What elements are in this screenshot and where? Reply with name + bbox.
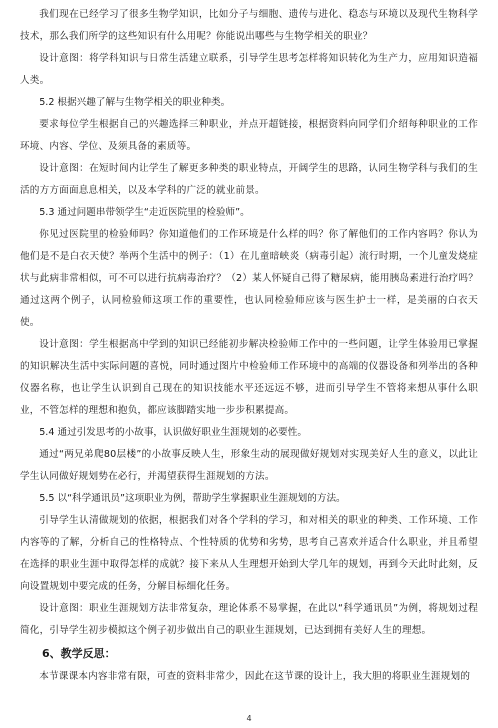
- body-paragraph: 要求每位学生根据自己的兴趣选择三种职业，并点开超链接，根据资料向同学们介绍每种职业的工作环境、内容、学位、及须具备的素质等。: [20, 119, 478, 152]
- body-paragraph: 通过“两兄弟爬80层楼”的小故事反映人生，形象生动的展现做好规划对实现美好人生的意义，以此让学生认同做好规划势在必行，并渴望获得生涯规划的方法。: [20, 449, 478, 482]
- section-heading-5-2: 5.2 根据兴趣了解与生物学相关的职业种类。: [39, 97, 231, 108]
- section-heading-5-5: 5.5 以“科学通讯员”这项职业为例，帮助学生掌握职业生涯规划的方法。: [39, 493, 346, 504]
- intro-question-paragraph: 我们现在已经学习了很多生物学知识，比如分子与细胞、遗传与进化、稳态与环境以及现代生物科学技术，那么我们所学的这些知识有什么用呢？你能说出哪些与生物学相关的职业？: [20, 9, 478, 42]
- section-heading-5-3: 5.3 通过问题串带领学生“走近医院里的检验师”。: [39, 207, 250, 218]
- design-intent-paragraph: 设计意图：职业生涯规划方法非常复杂，理论体系不易掌握，在此以“科学通讯员”为例，将规划过程简化，引导学生初步模拟这个例子初步做出自己的职业生涯规划，已达到拥有美好人生的理想。: [20, 603, 478, 636]
- section-heading-6: 6、教学反思：: [42, 647, 116, 660]
- design-intent-paragraph: 设计意图：学生根据高中学到的知识已经能初步解决检验师工作中的一些问题，让学生体验用已掌握的知识解决生活中实际问题的喜悦，同时通过图片中检验师工作环境中的高端的仪器设备和列举出的各种仪器名称，也让学生认识到自己现在的知识技能水平还远远不够，进而引导学生不管将来想从事什么职业，不管怎样的理想和抱负，都应该脚踏实地一步步积累提高。: [20, 339, 478, 416]
- body-paragraph: 引导学生认清做规划的依据，根据我们对各个学科的学习，和对相关的职业的种类、工作环境、工作内容等的了解，分析自己的性格特点、个性特质的优势和劣势，思考自己喜欢并适合什么职业，并且希望在选择的职业生涯中取得怎样的成就？接下来从人生理想开始到大学几年的规划，再到今天此时此刻，反向设置规划中要完成的任务，分解目标细化任务。: [20, 515, 478, 592]
- body-paragraph: 你见过医院里的检验师吗？你知道他们的工作环境是什么样的吗？你了解他们的工作内容吗？你认为他们是不是白衣天使？举两个生活中的例子：（1）在儿童暗峡炎（病毒引起）流行时期，一个儿童发烧症状与此病非常相似，可不可以进行抗病毒治疗？（2）某人怀疑自己得了糖尿病，能用胰岛素进行治疗吗？通过这两个例子，认同检验师这项工作的重要性，也认同检验师应该与医生护士一样，是美丽的白衣天使。: [20, 229, 478, 328]
- design-intent-paragraph: 设计意图：将学科知识与日常生活建立联系，引导学生思考怎样将知识转化为生产力，应用知识造福人类。: [20, 53, 478, 86]
- design-intent-paragraph: 设计意图：在短时间内让学生了解更多种类的职业特点，开阔学生的思路，认同生物学科与我们的生活的方方面面息息相关，以及本学科的广泛的就业前景。: [20, 163, 478, 196]
- body-paragraph: 本节课课本内容非常有限，可查的资料非常少，因此在这节课的设计上，我大胆的将职业生涯规划的: [39, 671, 471, 682]
- page-number: 4: [246, 714, 252, 723]
- section-heading-5-4: 5.4 通过引发思考的小故事，认识做好职业生涯规划的必要性。: [39, 427, 307, 438]
